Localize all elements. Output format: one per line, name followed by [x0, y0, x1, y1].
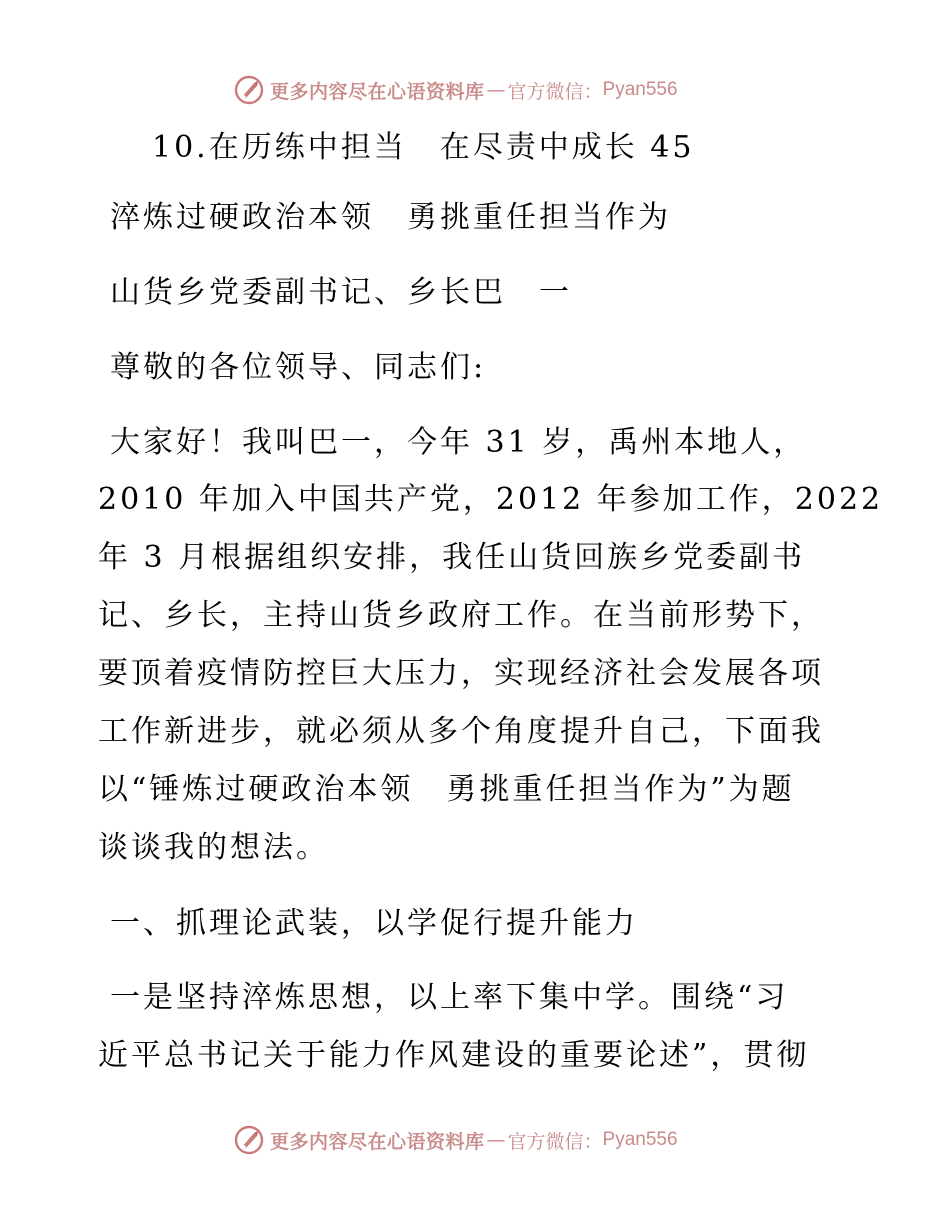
- part-one-heading: 一、抓理论武装，以学促行提升能力: [110, 906, 638, 941]
- intro-line: 大家好！我叫巴一，今年 31 岁，禹州本地人，: [110, 425, 807, 460]
- banner-dash: —: [486, 1129, 506, 1151]
- intro-line: 工作新进步，就必须从多个角度提升自己，下面我: [98, 714, 824, 749]
- intro-line: 谈谈我的想法。: [98, 830, 329, 865]
- section-heading: 10.在历练中担当 在尽责中成长 45: [152, 130, 695, 165]
- intro-line: 以“锤炼过硬政治本领 勇挑重任担当作为”为题: [98, 772, 795, 807]
- intro-line: 记、乡长，主持山货乡政府工作。在当前形势下，: [98, 598, 824, 633]
- banner-wechat-label: 官方微信：: [507, 80, 603, 103]
- intro-line: 2010 年加入中国共产党，2012 年参加工作，2022: [98, 482, 884, 517]
- header-watermark-banner: [234, 73, 678, 107]
- banner-main-text: 更多内容尽在心语资料库: [270, 1130, 485, 1153]
- footer-watermark-banner: [234, 1123, 678, 1157]
- banner-dash: —: [486, 79, 506, 101]
- author-line: 山货乡党委副书记、乡长巴 一: [110, 275, 572, 310]
- quill-pen-logo-icon: [234, 1125, 264, 1155]
- banner-wechat-id: Pyan556: [602, 1129, 678, 1150]
- banner-main-text: 更多内容尽在心语资料库: [270, 80, 485, 103]
- body-line: 一是坚持淬炼思想，以上率下集中学。围绕“习: [110, 980, 789, 1015]
- salutation: 尊敬的各位领导、同志们:: [110, 350, 487, 385]
- quill-pen-logo-icon: [234, 75, 264, 105]
- body-line: 近平总书记关于能力作风建设的重要论述”，贯彻: [98, 1038, 810, 1073]
- intro-line: 要顶着疫情防控巨大压力，实现经济社会发展各项: [98, 656, 824, 691]
- intro-line: 年 3 月根据组织安排，我任山货回族乡党委副书: [98, 540, 806, 575]
- banner-wechat-label: 官方微信：: [507, 1130, 603, 1153]
- document-title: 淬炼过硬政治本领 勇挑重任担当作为: [110, 200, 671, 235]
- banner-wechat-id: Pyan556: [602, 79, 678, 100]
